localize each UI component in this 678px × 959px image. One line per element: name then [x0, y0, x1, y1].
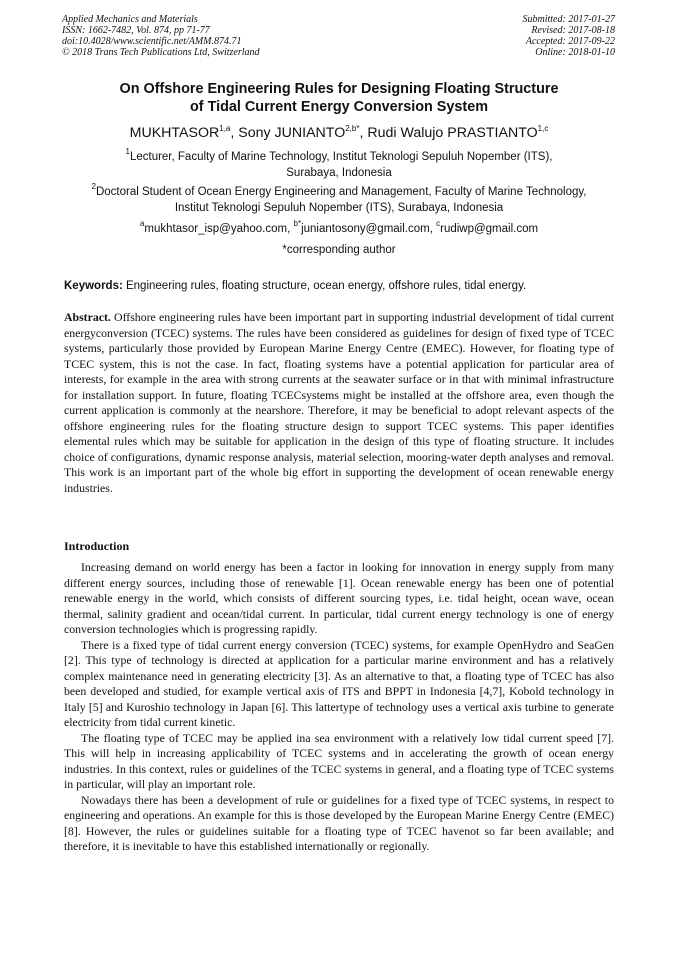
- introduction-paragraph: The floating type of TCEC may be applied ina sea environment with a relatively low tidal current speed [7]. This will help in increasing applicability of TCEC systems and in accelerating the growth of ocean energy industries. In this context, rules or guidelines of the TCEC systems in general, and a floating type of TCEC systems in particular, will play an important role.: [64, 730, 614, 791]
- affiliation-1: [40, 149, 638, 181]
- affiliation-2-marker: 2: [91, 182, 96, 191]
- affiliation-1-marker: 1: [125, 147, 130, 156]
- email-3-marker: c: [436, 219, 441, 228]
- title-line-2: of Tidal Current Energy Conversion System: [189, 99, 488, 115]
- affiliation-1-line-1: Lecturer, Faculty of Marine Technology, Institut Teknologi Sepuluh Nopember (ITS),: [129, 151, 553, 163]
- author-3: Rudi Walujo PRASTIANTO: [367, 125, 538, 141]
- title-line-1: On Offshore Engineering Rules for Designing Floating Structure: [119, 81, 559, 97]
- keywords-label: Keywords:: [64, 280, 123, 292]
- journal-header-right: [523, 14, 616, 58]
- author-separator: ,: [230, 125, 239, 141]
- email-2-marker: b*: [293, 219, 302, 228]
- journal-doi: doi:10.4028/www.scientific.net/AMM.874.71: [62, 36, 242, 47]
- author-separator: ,: [359, 125, 368, 141]
- section-heading-introduction: Introduction: [64, 539, 130, 553]
- affiliation-2: [40, 184, 638, 216]
- journal-header-left: [62, 14, 260, 58]
- affiliation-1-line-2: Surabaya, Indonesia: [286, 167, 392, 179]
- affiliation-2-line-2: Institut Teknologi Sepuluh Nopember (ITS), Surabaya, Indonesia: [174, 202, 504, 214]
- abstract-paragraph: [64, 310, 614, 496]
- keywords-text: Engineering rules, floating structure, ocean energy, offshore rules, tidal energy.: [122, 280, 527, 292]
- accepted-date: Accepted: 2017-09-22: [525, 36, 615, 47]
- email-1: mukhtasor_isp@yahoo.com,: [144, 223, 294, 235]
- journal-issn: ISSN: 1662-7482, Vol. 874, pp 71-77: [62, 25, 210, 36]
- corresponding-author-note: *corresponding author: [282, 244, 396, 256]
- abstract-text: Offshore engineering rules have been important part in supporting industrial development of tidal current energyconversion (TCEC) systems. The rules have been considered as guidelines for design of fixed type of TCEC systems, particularly those provided by European Marine Energy Centre (EMEC). However, for floating type of TCEC system, this is not the case. In fact, floating systems have a potential application for particular area of interests, for example in the area with strong currents at the seawater surface or in that with minimal infrastructure for installation support. In future, floating TCECsystems might be installed at the offshore area, even though the current application is commonly at the nearshore. Therefore, it may be beneficial to adopt relevant aspects of the offshore engineering rules for the floating structure design to support TCEC systems. This paper identifies elemental rules which may be suitable for application in the design of this type of floating structure. It includes choice of configurations, dynamic response analysis, material selection, mooring-water depth analyses and removal. This work is an important part of the whole big effort in supporting the development of ocean renewable energy industries.: [64, 310, 614, 495]
- paper-title: [40, 80, 638, 116]
- abstract-label: Abstract.: [64, 310, 111, 324]
- email-3: rudiwp@gmail.com: [440, 223, 539, 235]
- author-1: MUKHTASOR: [129, 125, 220, 141]
- author-2: Sony JUNIANTO: [238, 125, 346, 141]
- author-2-marker: 2,b*: [345, 124, 360, 133]
- author-1-marker: 1,a: [219, 124, 231, 133]
- revised-date: Revised: 2017-08-18: [531, 25, 615, 36]
- affiliation-2-line-1: Doctoral Student of Ocean Energy Engineering and Management, Faculty of Marine Technology,: [95, 186, 587, 198]
- submitted-date: Submitted: 2017-01-27: [522, 14, 615, 25]
- email-1-marker: a: [139, 219, 145, 228]
- online-date: Online: 2018-01-10: [535, 47, 615, 58]
- author-list: [20, 124, 658, 142]
- journal-name: Applied Mechanics and Materials: [62, 14, 198, 25]
- introduction-paragraph: There is a fixed type of tidal current energy conversion (TCEC) systems, for example OpenHydro and SeaGen [2]. This type of technology is directed at application for a particular marine environment and has a relatively complex maintenance need in generating electricity [3]. As an alternative to that, a floating type of TCEC has also been developed and studied, for example vertical axis of ITS and BPPT in Indonesia [4,7], Kobold technology in Italy [5] and Kuroshio technology in Japan [6]. This lattertype of technology uses a vertical axis turbine to generate electricity from tidal current kinetic.: [64, 637, 614, 729]
- keywords-line: [64, 278, 624, 294]
- introduction-paragraph: Nowadays there has been a development of rule or guidelines for a fixed type of TCEC systems, in respect to engineering and operations. An example for this is those developed by the European Marine Energy Centre (EMEC) [8]. However, the rules or guidelines suitable for a floating type of TCEC havenot so far been available; and therefore, it is inevitable to have this established internationally or regionally.: [64, 792, 614, 853]
- author-emails: [40, 221, 638, 237]
- journal-copyright: © 2018 Trans Tech Publications Ltd, Switzerland: [62, 47, 260, 58]
- author-3-marker: 1,c: [537, 124, 549, 133]
- email-2: juniantosony@gmail.com,: [301, 223, 437, 235]
- introduction-paragraph: Increasing demand on world energy has been a factor in looking for innovation in energy supply from many different energy sources, including those of renewable [1]. Ocean renewable energy has been one of potential renewable energy in the world, which consists of different sourcing types, i.e. tidal height, ocean wave, ocean thermal, salinity gradient and ocean/tidal current. In particular, tidal current energy technology is one of energy conversion technologies which is progressing rapidly.: [64, 560, 614, 636]
- introduction-body: [64, 560, 614, 855]
